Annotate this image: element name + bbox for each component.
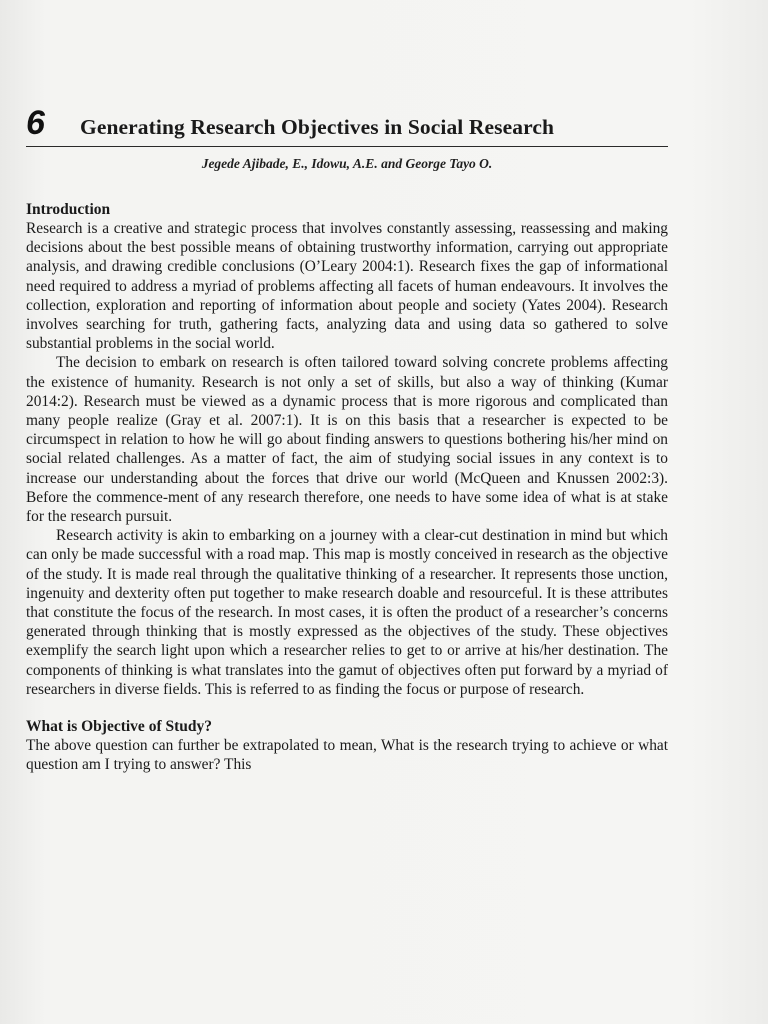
chapter-title: Generating Research Objectives in Social Research <box>80 115 555 139</box>
paragraph: The above question can further be extrapolated to mean, What is the research trying to achieve or what question am I trying to answer? This <box>26 737 668 774</box>
page-content <box>26 104 668 774</box>
chapter-authors: Jegede Ajibade, E., Idowu, A.E. and George Tayo O. <box>201 156 493 171</box>
section-heading-introduction: Introduction <box>26 201 111 218</box>
chapter-header <box>26 104 668 147</box>
chapter-number: 6 <box>26 104 45 142</box>
paragraph: Research is a creative and strategic process that involves constantly assessing, reassessing and making decisions about the best possible means of obtaining trustworthy information, carrying out appropriate analysis, and drawing credible conclusions (O’Leary 2004:1). Research fixes the gap of informational need required to address a myriad of problems affecting all facets of human endeavours. It involves the collection, exploration and reporting of information about people and society (Yates 2004). Research involves searching for truth, gathering facts, analyzing data and using data so gathered to solve substantial problems in the social world. <box>26 220 668 353</box>
section-heading-objective: What is Objective of Study? <box>26 718 212 736</box>
paragraph: The decision to embark on research is often tailored toward solving concrete problems affecting the existence of humanity. Research is not only a set of skills, but also a way of thinking (Kumar 2014:2). Research must be viewed as a dynamic process that is more rigorous and complicated than many people realize (Gray et al. 2007:1). It is on this basis that a researcher is expected to be circumspect in relation to how he will go about finding answers to questions bothering his/her mind on social related challenges. As a matter of fact, the aim of studying social issues in any context is to increase our understanding about the forces that drive our world (McQueen and Knussen 2002:3). Before the commence-ment of any research therefore, one needs to have some idea of what is at stake for the research pursuit. <box>26 354 668 526</box>
paragraph: Research activity is akin to embarking on a journey with a clear-cut destination in mind but which can only be made successful with a road map. This map is mostly conceived in research as the objective of the study. It is made real through the qualitative thinking of a researcher. It represents those unction, ingenuity and dexterity often put together to make research doable and resourceful. It is these attributes that constitute the focus of the research. In most cases, it is often the product of a researcher’s concerns generated through thinking that is mostly expressed as the objectives of the study. These objectives exemplify the search light upon which a researcher relies to get to or arrive at his/her destination. The components of thinking is what translates into the gamut of objectives often put forward by a myriad of researchers in diverse fields. This is referred to as finding the focus or purpose of research. <box>26 527 668 698</box>
